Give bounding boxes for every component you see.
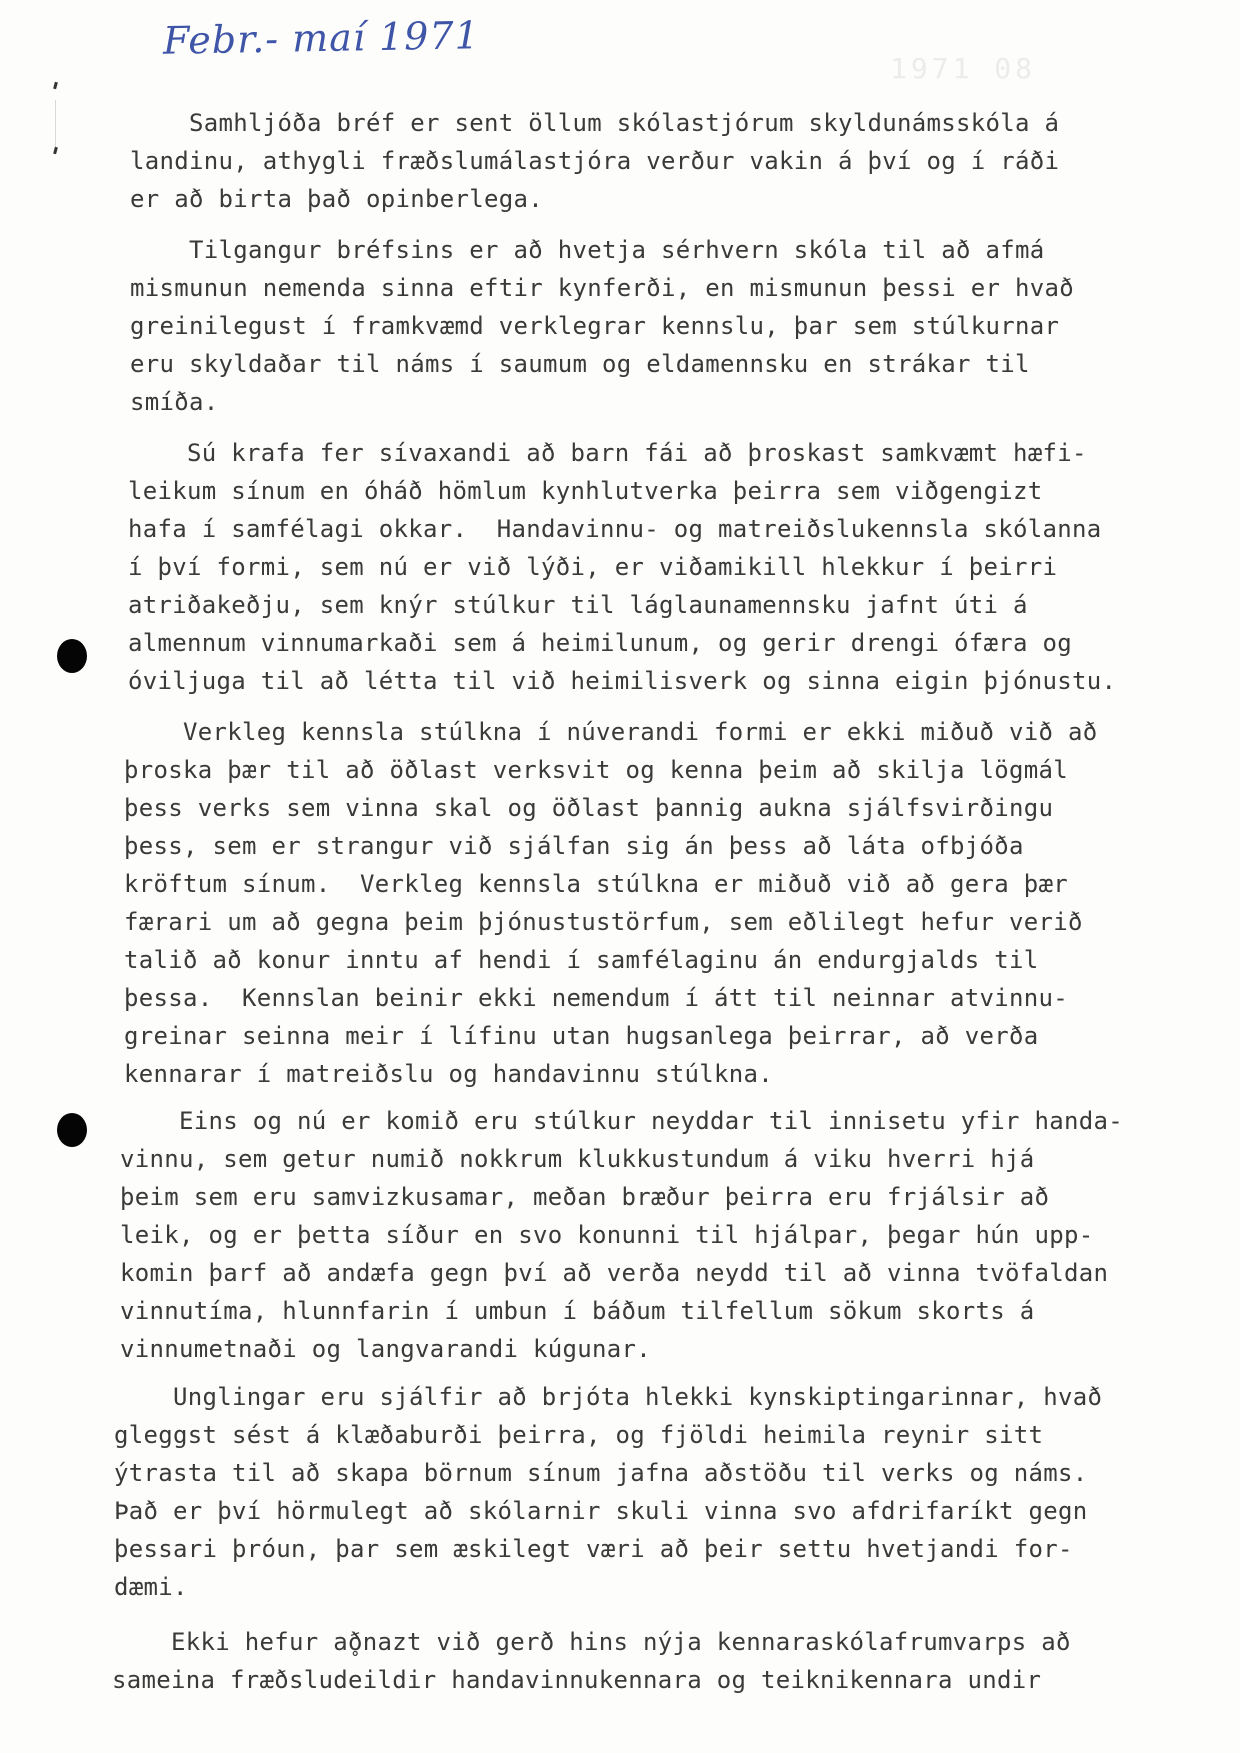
text-line: kröftum sínum. Verkleg kennsla stúlkna er miðuð við að gera þær <box>124 870 1068 898</box>
text-line: sameina fræðsludeildir handavinnukennara og teiknikennara undir <box>112 1666 1042 1694</box>
paragraph-3 <box>128 434 1116 700</box>
text-line: óviljuga til að létta til við heimilisverk og sinna eigin þjónustu. <box>128 667 1117 695</box>
punch-hole-lower <box>57 1113 87 1147</box>
text-line: greinar seinna meir í lífinu utan hugsanlega þeirrar, að verða <box>124 1022 1039 1050</box>
text-line: atriðakeðju, sem knýr stúlkur til láglaunamennsku jafnt úti á <box>128 591 1028 619</box>
text-line: Verkleg kennsla stúlkna í núverandi formi er ekki miðuð við að <box>124 718 1098 746</box>
text-line: smíða. <box>130 388 219 416</box>
text-line: Eins og nú er komið eru stúlkur neyddar til innisetu yfir handa- <box>120 1107 1123 1135</box>
text-line: kennarar í matreiðslu og handavinnu stúlkna. <box>124 1060 773 1088</box>
text-line: Unglingar eru sjálfir að brjóta hlekki kynskiptingarinnar, hvað <box>114 1383 1103 1411</box>
paragraph-5 <box>120 1102 1123 1368</box>
text-line: hafa í samfélagi okkar. Handavinnu- og matreiðslukennsla skólanna <box>128 515 1102 543</box>
text-line: greinilegust í framkvæmd verklegrar kennslu, þar sem stúlkurnar <box>130 312 1060 340</box>
text-line: Samhljóða bréf er sent öllum skólastjórum skyldunámsskóla á <box>130 109 1060 137</box>
margin-tick-mark <box>53 82 58 90</box>
text-line: þessari þróun, þar sem æskilegt væri að þeir settu hvetjandi for- <box>114 1535 1073 1563</box>
text-line: eru skyldaðar til náms í saumum og eldamennsku en strákar til <box>130 350 1030 378</box>
text-line: þess, sem er strangur við sjálfan sig án þess að láta ofbjóða <box>124 832 1024 860</box>
text-line: vinnumetnaði og langvarandi kúgunar. <box>120 1335 651 1363</box>
text-line: almennum vinnumarkaði sem á heimilunum, og gerir drengi ófæra og <box>128 629 1072 657</box>
text-line: mismunun nemenda sinna eftir kynferði, en mismunun þessi er hvað <box>130 274 1074 302</box>
text-line: leikum sínum en óháð hömlum kynhlutverka þeirra sem viðgengizt <box>128 477 1043 505</box>
text-line: Tilgangur bréfsins er að hvetja sérhvern skóla til að afmá <box>130 236 1045 264</box>
margin-tick-mark <box>53 147 58 155</box>
text-line: vinnu, sem getur numið nokkrum klukkustundum á viku hverri hjá <box>120 1145 1035 1173</box>
text-line: þess verks sem vinna skal og öðlast þannig aukna sjálfsvirðingu <box>124 794 1054 822</box>
text-line: færari um að gegna þeim þjónustustörfum, sem eðlilegt hefur verið <box>124 908 1083 936</box>
text-line: þroska þær til að öðlast verksvit og kenna þeim að skilja lögmál <box>124 756 1068 784</box>
text-line: gleggst sést á klæðaburði þeirra, og fjöldi heimila reynir sitt <box>114 1421 1044 1449</box>
punch-hole-upper <box>57 639 87 673</box>
text-line: í því formi, sem nú er við lýði, er viðamikill hlekkur í þeirri <box>128 553 1058 581</box>
text-line: talið að konur inntu af hendi í samfélaginu án endurgjalds til <box>124 946 1039 974</box>
paragraph-7 <box>112 1623 1071 1699</box>
margin-rule <box>55 100 56 152</box>
paragraph-6 <box>114 1378 1102 1606</box>
faint-bleedthrough-mark: 1971 08 <box>890 52 1037 85</box>
text-line: er að birta það opinberlega. <box>130 185 543 213</box>
paragraph-1 <box>130 104 1059 218</box>
text-line: Ekki hefur að̥nazt við gerð hins nýja kennaraskólafrumvarps að <box>112 1628 1071 1656</box>
text-line: þessa. Kennslan beinir ekki nemendum í átt til neinnar atvinnu- <box>124 984 1068 1012</box>
text-line: komin þarf að andæfa gegn því að verða neydd til að vinna tvöfaldan <box>120 1259 1109 1287</box>
paragraph-4 <box>124 713 1097 1093</box>
text-line: Það er því hörmulegt að skólarnir skuli vinna svo afdrifaríkt gegn <box>114 1497 1088 1525</box>
text-line: ýtrasta til að skapa börnum sínum jafna aðstöðu til verks og náms. <box>114 1459 1088 1487</box>
text-line: dæmi. <box>114 1573 188 1601</box>
text-line: Sú krafa fer sívaxandi að barn fái að þroskast samkvæmt hæfi- <box>128 439 1087 467</box>
text-line: þeim sem eru samvizkusamar, meðan bræður þeirra eru frjálsir að <box>120 1183 1050 1211</box>
text-line: vinnutíma, hlunnfarin í umbun í báðum tilfellum sökum skorts á <box>120 1297 1035 1325</box>
text-line: landinu, athygli fræðslumálastjóra verður vakin á því og í ráði <box>130 147 1060 175</box>
handwritten-date-note: Febr.- maí 1971 <box>162 13 481 63</box>
paragraph-2 <box>130 231 1074 421</box>
text-line: leik, og er þetta síður en svo konunni til hjálpar, þegar hún upp- <box>120 1221 1094 1249</box>
